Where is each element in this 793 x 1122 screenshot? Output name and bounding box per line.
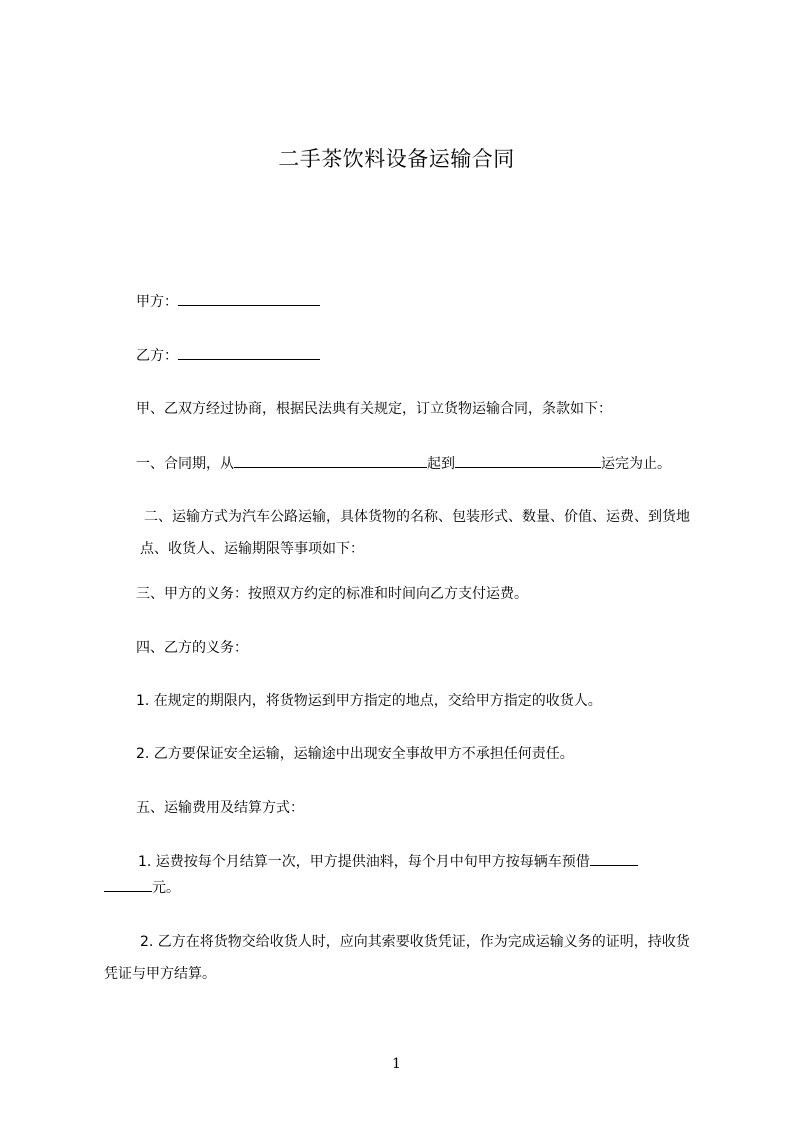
party-a-line [136,291,320,312]
clause-2: 二、运输方式为汽车公路运输，具体货物的名称、包装形式、数量、价值、运费、到货地点、收货人、运输期限等事项如下： [140,509,690,557]
clause-5-item-1-text: 1. 运费按每个月结算一次，甲方提供油料，每个月中旬甲方按每辆车预借 [138,854,590,870]
party-b-line [136,345,320,366]
advance-amount-blank-1 [590,851,638,866]
clause-1-start-blank [234,453,427,468]
clause-1-mid: 起到 [427,456,455,472]
clause-5-item-1-unit: 元。 [152,880,180,896]
party-b-blank [178,345,320,360]
clause-1 [136,453,671,474]
page-number: 1 [392,1056,401,1072]
party-b-label: 乙方： [136,348,178,364]
clause-4-item-1: 1. 在规定的期限内，将货物运到甲方指定的地点，交给甲方指定的收货人。 [136,693,602,709]
party-a-blank [178,291,320,306]
clause-3: 三、甲方的义务：按照双方约定的标准和时间向乙方支付运费。 [136,586,528,602]
clause-5-item-2: 2. 乙方在将货物交给收货人时，应向其索要收货凭证，作为完成运输义务的证明，持收货凭证与甲方结算。 [104,934,690,982]
clause-4-title: 四、乙方的义务： [136,640,248,656]
document-title: 二手茶饮料设备运输合同 [278,147,515,171]
clause-5-title: 五、运输费用及结算方式： [136,800,304,816]
clause-5-item-1-line-1 [138,851,638,872]
clause-1-end-blank [455,453,601,468]
party-a-label: 甲方： [136,294,178,310]
clause-5-item-1-line-2 [104,877,180,898]
clause-1-prefix: 一、合同期，从 [136,456,234,472]
clause-1-suffix: 运完为止。 [601,456,671,472]
clause-4-item-2: 2. 乙方要保证安全运输，运输途中出现安全事故甲方不承担任何责任。 [136,746,574,762]
advance-amount-blank-2 [104,877,152,892]
intro-paragraph: 甲、乙双方经过协商，根据民法典有关规定，订立货物运输合同，条款如下： [136,401,612,417]
